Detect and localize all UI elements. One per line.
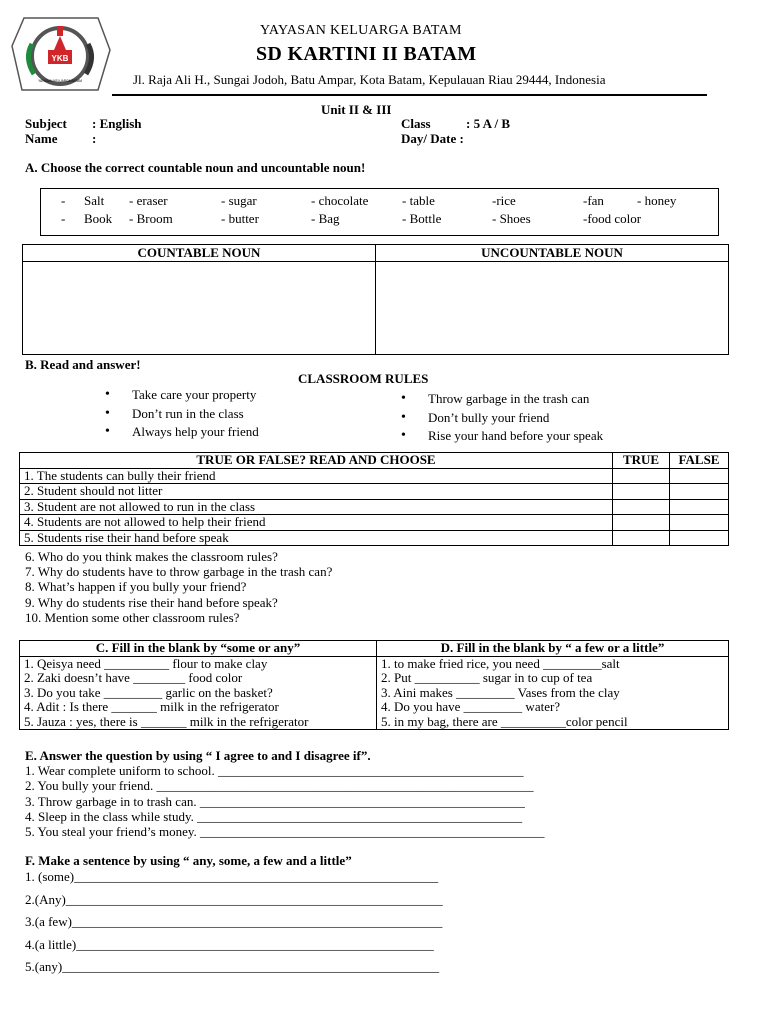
rules-title: CLASSROOM RULES	[298, 371, 429, 386]
answer-item: 4. Sleep in the class while study. __________________________________________________	[25, 809, 523, 824]
table-row	[20, 499, 729, 515]
section-b-title: B. Read and answer!	[25, 357, 141, 372]
true-header: TRUE	[613, 453, 670, 469]
false-header: FALSE	[670, 453, 729, 469]
date-label: Day/ Date :	[401, 131, 464, 146]
sentence-item: 1. (some)________________________________________________________	[25, 869, 439, 884]
countable-answer-cell[interactable]	[23, 262, 376, 355]
word-bank-item: - Bag	[311, 211, 340, 226]
section-f-title: F. Make a sentence by using “ any, some, a few and a little”	[25, 853, 352, 868]
word-bank-item: Salt	[84, 193, 105, 208]
fill-item: 4. Adit : Is there _______ milk in the refrigerator	[24, 699, 279, 714]
tf-statement: 2. Student should not litter	[20, 484, 613, 500]
subject-value: : English	[92, 116, 142, 131]
section-c-title: C. Fill in the blank by “some or any”	[20, 641, 377, 657]
table-row	[20, 530, 729, 546]
fill-item: 3. Aini makes _________ Vases from the clay	[381, 684, 620, 700]
word-bank-item: -rice	[492, 193, 516, 208]
school-address: Jl. Raja Ali H., Sungai Jodoh, Batu Ampar, Kota Batam, Kepulauan Riau 29444, Indonesia	[133, 72, 606, 87]
question-item: 9. Why do students rise their hand before speak?	[25, 595, 278, 610]
answer-item: 5. You steal your friend’s money. _____________________________________________________	[25, 824, 545, 839]
word-bank-item: - butter	[221, 211, 259, 226]
logo-ring-text: YAYASAN KELUARGA BATAM	[38, 79, 82, 83]
school-logo	[10, 14, 112, 94]
false-cell[interactable]	[670, 499, 729, 515]
fill-item: 2. Put __________ sugar in to cup of tea	[381, 670, 593, 685]
name-value: :	[92, 131, 97, 146]
tf-header: TRUE OR FALSE? READ AND CHOOSE	[20, 453, 613, 469]
sentence-item: 4.(a little)_______________________________________________________	[25, 937, 434, 952]
word-bank-item: - Broom	[129, 211, 173, 226]
question-item: 7. Why do students have to throw garbage in the trash can?	[25, 564, 333, 579]
rule-item: • Don’t run in the class	[105, 405, 259, 424]
answer-item: 1. Wear complete uniform to school. _______________________________________________	[25, 763, 524, 778]
subject-label: Subject	[25, 116, 67, 131]
false-cell[interactable]	[670, 530, 729, 546]
countable-header: COUNTABLE NOUN	[23, 245, 376, 262]
true-false-table	[19, 452, 729, 546]
rule-item: • Always help your friend	[105, 423, 259, 442]
false-cell[interactable]	[670, 515, 729, 531]
fill-item: 1. to make fried rice, you need _________salt	[381, 655, 620, 671]
fill-item: 4. Do you have _________ water?	[381, 699, 561, 714]
word-bank	[40, 188, 719, 236]
false-cell[interactable]	[670, 484, 729, 500]
true-cell[interactable]	[613, 499, 670, 515]
sentence-item: 5.(any)__________________________________________________________	[25, 959, 440, 974]
section-d-title: D. Fill in the blank by “ a few or a little”	[377, 641, 729, 657]
word-bank-item: -fan	[583, 193, 604, 208]
word-bank-item: Book	[84, 211, 113, 226]
section-c-items	[20, 656, 377, 730]
true-cell[interactable]	[613, 530, 670, 546]
fill-item: 2. Zaki doesn’t have ________ food color	[24, 670, 243, 685]
uncountable-answer-cell[interactable]	[376, 262, 729, 355]
fill-item: 5. Jauza : yes, there is _______ milk in the refrigerator	[24, 713, 309, 729]
fill-item: 5. in my bag, there are __________color pencil	[381, 713, 628, 729]
tf-statement: 1. The students can bully their friend	[20, 468, 613, 484]
tf-statement: 5. Students rise their hand before speak	[20, 530, 613, 546]
table-row	[20, 515, 729, 531]
rules-list-left	[105, 386, 259, 442]
rule-item: • Don’t bully your friend	[401, 409, 603, 428]
name-label: Name	[25, 131, 58, 146]
uncountable-header: UNCOUNTABLE NOUN	[376, 245, 729, 262]
tf-statement: 3. Student are not allowed to run in the class	[20, 499, 613, 515]
rule-item: • Throw garbage in the trash can	[401, 390, 603, 409]
class-label: Class	[401, 116, 431, 131]
table-row	[20, 468, 729, 484]
rule-item: • Rise your hand before your speak	[401, 427, 603, 446]
sentence-item: 3.(a few)_________________________________________________________	[25, 914, 443, 929]
word-bank-item: - Bottle	[402, 211, 442, 226]
logo-text: YKB	[51, 54, 69, 63]
true-cell[interactable]	[613, 468, 670, 484]
word-bank-item: - table	[402, 193, 435, 208]
section-d-items	[377, 656, 729, 730]
rules-list-right	[401, 390, 603, 446]
sentence-item: 2.(Any)__________________________________________________________	[25, 892, 443, 907]
fill-blank-table	[19, 640, 729, 730]
section-e-title: E. Answer the question by using “ I agree to and I disagree if”.	[25, 748, 371, 763]
word-bank-item: - eraser	[129, 193, 168, 208]
tf-statement: 4. Students are not allowed to help their friend	[20, 515, 613, 531]
fill-item: 1. Qeisya need __________ flour to make clay	[24, 655, 268, 671]
table-row	[20, 484, 729, 500]
word-bank-item: - chocolate	[311, 193, 369, 208]
answer-item: 3. Throw garbage in to trash can. __________________________________________________	[25, 794, 525, 809]
true-cell[interactable]	[613, 484, 670, 500]
noun-table	[22, 244, 729, 355]
question-item: 8. What’s happen if you bully your friend?	[25, 579, 247, 594]
word-bank-item: -	[61, 211, 66, 226]
school-name: SD KARTINI II BATAM	[256, 43, 477, 65]
word-bank-item: - honey	[637, 193, 677, 208]
question-item: 6. Who do you think makes the classroom rules?	[25, 549, 278, 564]
word-bank-item: -	[61, 193, 66, 208]
class-value: : 5 A / B	[466, 116, 511, 131]
rule-item: • Take care your property	[105, 386, 259, 405]
word-bank-item: - sugar	[221, 193, 257, 208]
word-bank-item: -food color	[583, 211, 642, 226]
fill-item: 3. Do you take _________ garlic on the basket?	[24, 684, 273, 700]
answer-item: 2. You bully your friend. __________________________________________________________	[25, 778, 534, 793]
unit-title: Unit II & III	[321, 102, 392, 117]
word-bank-item: - Shoes	[492, 211, 531, 226]
foundation-name: YAYASAN KELUARGA BATAM	[260, 23, 462, 38]
header-divider	[112, 94, 707, 96]
section-a-title: A. Choose the correct countable noun and uncountable noun!	[25, 160, 366, 175]
question-item: 10. Mention some other classroom rules?	[25, 610, 240, 625]
true-cell[interactable]	[613, 515, 670, 531]
false-cell[interactable]	[670, 468, 729, 484]
